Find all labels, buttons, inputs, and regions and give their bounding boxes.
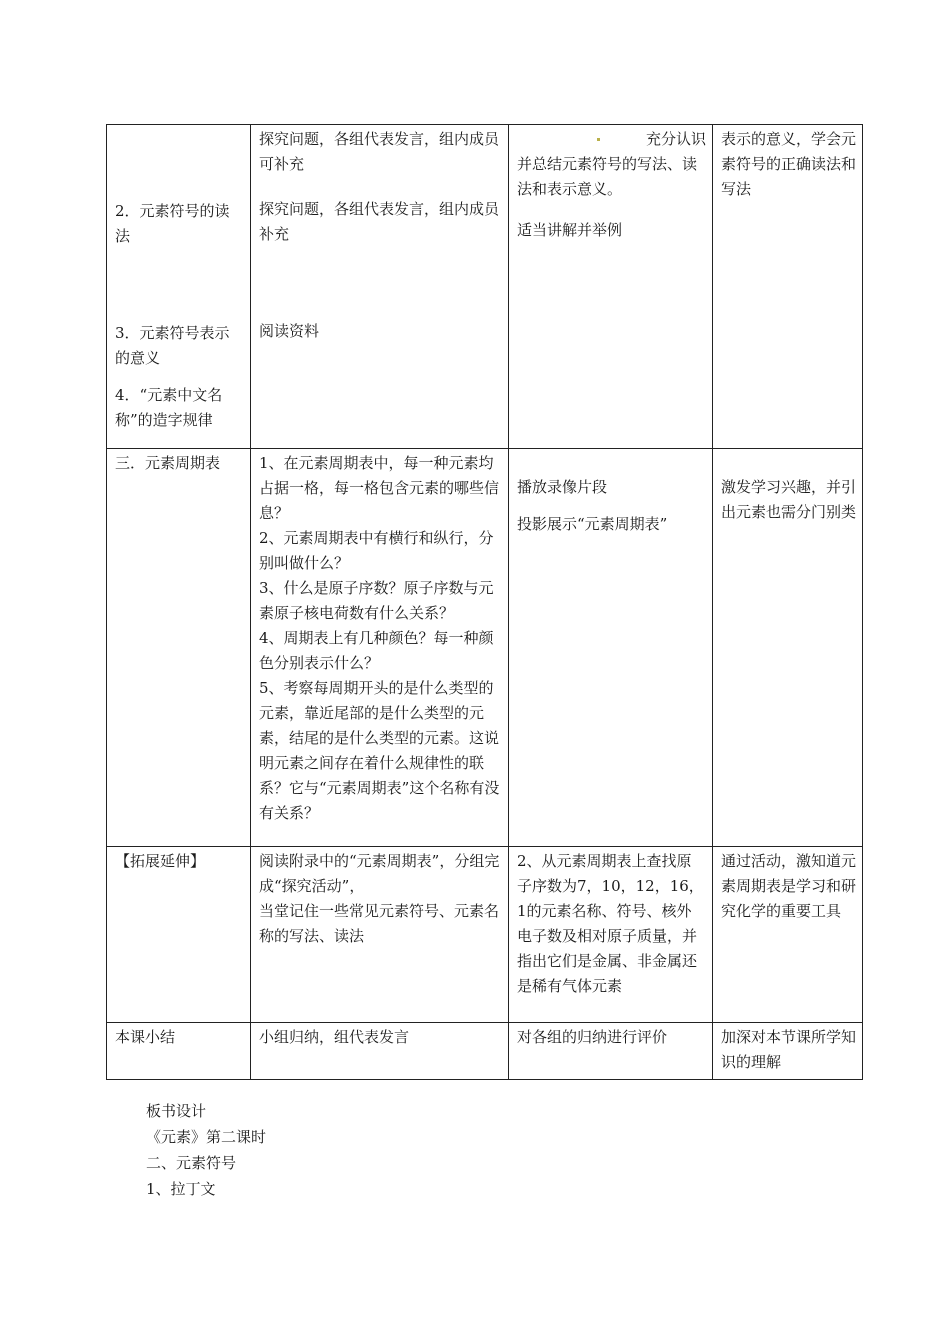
student-activity-text: 当堂记住一些常见元素符号、元素名称的写法、读法 bbox=[259, 902, 500, 945]
teacher-activity-text: 适当讲解并举例 bbox=[517, 221, 623, 239]
board-design-heading: 板书设计 bbox=[146, 1102, 207, 1120]
student-activity-cell bbox=[251, 125, 509, 449]
topic-title: 三．元素周期表 bbox=[115, 454, 221, 472]
student-activity-cell bbox=[251, 1023, 509, 1080]
design-intent-cell bbox=[713, 847, 863, 1023]
topic-cell bbox=[107, 449, 251, 847]
design-intent-text: 通过活动，激知道元素周期表是学习和研究化学的重要工具 bbox=[721, 852, 857, 920]
design-intent-text: 加深对本节课所学知识的理解 bbox=[721, 1028, 857, 1071]
design-intent-cell bbox=[713, 449, 863, 847]
lesson-plan-table bbox=[106, 124, 863, 1080]
design-intent-cell bbox=[713, 1023, 863, 1080]
topic-item-4: 4．“元素中文名称”的造字规律 bbox=[115, 386, 223, 429]
design-intent-cell bbox=[713, 125, 863, 449]
topic-cell bbox=[107, 1023, 251, 1080]
marker-dot-icon bbox=[597, 138, 600, 141]
topic-item-3: 3．元素符号表示的意义 bbox=[115, 324, 230, 367]
question-5: 5、考察每周期开头的是什么类型的元素，靠近尾部的是什么类型的元素，结尾的是什么类型的元素。这说明元素之间存在着什么规律性的联系？它与“元素周期表”这个名称有没有关系？ bbox=[259, 679, 500, 822]
teacher-activity-text: 播放录像片段 bbox=[517, 478, 608, 496]
topic-title: 本课小结 bbox=[115, 1028, 176, 1046]
teacher-activity-cell bbox=[509, 1023, 713, 1080]
teacher-activity-text: 对各组的归纳进行评价 bbox=[517, 1028, 668, 1046]
table-row bbox=[107, 1023, 863, 1080]
table-row bbox=[107, 847, 863, 1023]
table-row bbox=[107, 125, 863, 449]
student-activity-text: 阅读资料 bbox=[259, 322, 320, 340]
topic-item-2: 2．元素符号的读法 bbox=[115, 202, 230, 245]
topic-cell bbox=[107, 847, 251, 1023]
design-intent-text: 表示的意义，学会元素符号的正确读法和写法 bbox=[721, 130, 857, 198]
student-activity-text: 小组归纳，组代表发言 bbox=[259, 1028, 410, 1046]
question-4: 4、周期表上有几种颜色？每一种颜色分别表示什么？ bbox=[259, 629, 494, 672]
teacher-activity-text: 充分认识 bbox=[645, 130, 706, 148]
student-activity-text: 探究问题，各组代表发言，组内成员补充 bbox=[259, 200, 500, 243]
question-3: 3、什么是原子序数？原子序数与元素原子核电荷数有什么关系？ bbox=[259, 579, 494, 622]
student-activity-text: 阅读附录中的“元素周期表”，分组完成“探究活动”， bbox=[259, 852, 500, 895]
teacher-activity-cell bbox=[509, 847, 713, 1023]
table-row bbox=[107, 449, 863, 847]
design-intent-text: 激发学习兴趣，并引出元素也需分门别类 bbox=[721, 478, 857, 521]
topic-title: 【拓展延伸】 bbox=[115, 852, 206, 870]
section-heading: 二、元素符号 bbox=[146, 1154, 237, 1172]
student-activity-cell bbox=[251, 449, 509, 847]
lesson-title: 《元素》第二课时 bbox=[146, 1128, 267, 1146]
question-2: 2、元素周期表中有横行和纵行，分别叫做什么？ bbox=[259, 529, 494, 572]
board-design-section bbox=[146, 1098, 266, 1202]
teacher-activity-cell bbox=[509, 449, 713, 847]
teacher-activity-text: 2、从元素周期表上查找原子序数为7，10，12，16，1的元素名称、符号、核外电子数及相对原子质量，并指出它们是金属、非金属还是稀有气体元素 bbox=[517, 852, 704, 995]
student-activity-cell bbox=[251, 847, 509, 1023]
teacher-activity-cell bbox=[509, 125, 713, 449]
question-1: 1、在元素周期表中，每一种元素均占据一格，每一格包含元素的哪些信息？ bbox=[259, 454, 500, 522]
teacher-activity-text: 投影展示“元素周期表” bbox=[517, 515, 668, 533]
teacher-activity-text: 并总结元素符号的写法、读法和表示意义。 bbox=[517, 155, 698, 198]
student-activity-text: 探究问题，各组代表发言，组内成员可补充 bbox=[259, 130, 500, 173]
subsection-heading: 1、拉丁文 bbox=[146, 1180, 216, 1198]
topic-cell bbox=[107, 125, 251, 449]
